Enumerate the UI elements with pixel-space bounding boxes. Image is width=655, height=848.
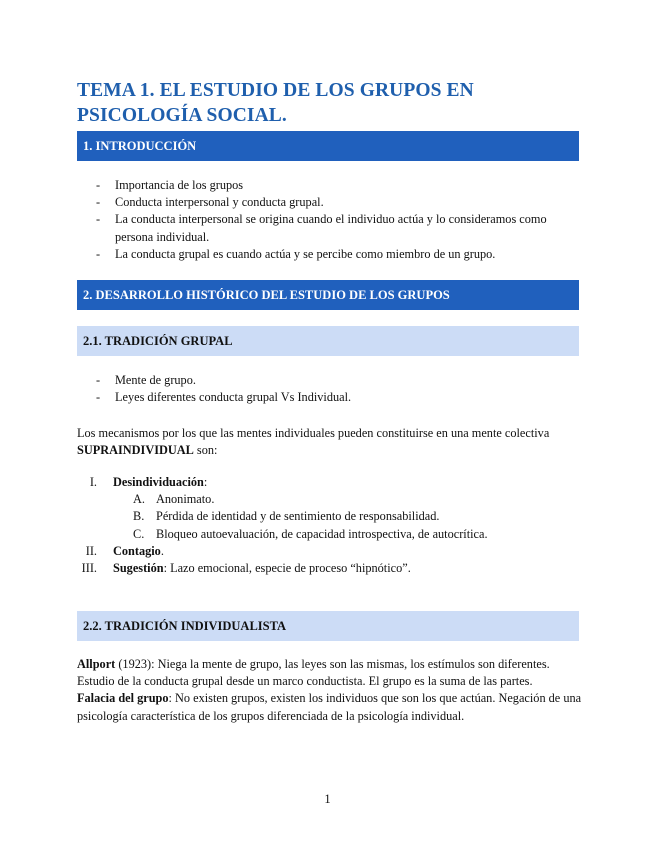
letter-marker: C.	[133, 526, 145, 541]
mechanisms-intro-paragraph	[77, 425, 582, 459]
supraindividual-term: SUPRAINDIVIDUAL	[77, 443, 194, 458]
allport-paragraph	[77, 656, 582, 690]
roman-numeral: III.	[81, 561, 97, 576]
section-heading-introduccion: 1. INTRODUCCIÓN	[77, 131, 579, 161]
subsection-heading-tradicion-individualista: 2.2. TRADICIÓN INDIVIDUALISTA	[77, 611, 579, 641]
mechanisms-list	[75, 474, 582, 577]
letter-marker: A.	[133, 492, 145, 507]
individualista-paragraphs	[77, 656, 582, 725]
section-heading-desarrollo-historico: 2. DESARROLLO HISTÓRICO DEL ESTUDIO DE LOS GRUPOS	[77, 280, 579, 310]
list-item: - Mente de grupo.	[77, 372, 582, 389]
document-title: TEMA 1. EL ESTUDIO DE LOS GRUPOS EN PSICOLOGÍA SOCIAL.	[77, 80, 474, 126]
mechanism-text: :	[203, 475, 208, 489]
allport-text: (1923): Niega la mente de grupo, las leyes son las mismas, los estímulos son diferentes. Estudio de la conducta grupal desde un marco conductista. El grupo es la suma de las partes.	[77, 657, 550, 689]
list-item	[75, 560, 582, 577]
subitem-text: Anonimato.	[156, 492, 215, 507]
subitem-text: Pérdida de identidad y de sentimiento de responsabilidad.	[156, 509, 440, 524]
subsection-heading-tradicion-grupal: 2.1. TRADICIÓN GRUPAL	[77, 326, 579, 356]
list-item	[75, 508, 582, 525]
mechanism-text: .	[160, 543, 164, 558]
list-item	[75, 491, 582, 508]
grupal-list	[77, 372, 582, 406]
list-item	[75, 474, 582, 543]
mechanism-text: : Lazo emocional, especie de proceso “hipnótico”.	[163, 561, 411, 576]
list-item: - Conducta interpersonal y conducta grupal.	[77, 194, 582, 211]
list-item: - Importancia de los grupos	[77, 177, 582, 194]
list-item	[75, 543, 582, 560]
mechanisms-intro-text: Los mecanismos por los que las mentes individuales pueden constituirse en una mente colectiva	[77, 426, 550, 440]
falacia-paragraph	[77, 690, 582, 724]
falacia-term: Falacia del grupo	[77, 691, 169, 706]
allport-term: Allport	[77, 657, 116, 671]
letter-marker: B.	[133, 509, 145, 524]
mechanism-term: Desindividuación	[113, 475, 204, 489]
subitem-text: Bloqueo autoevaluación, de capacidad introspectiva, de autocrítica.	[156, 526, 488, 541]
page-number: 1	[324, 792, 331, 806]
desindividuacion-sublist	[75, 491, 582, 543]
roman-numeral: I.	[89, 475, 97, 489]
mechanism-term: Contagio	[113, 543, 161, 558]
list-item: - Leyes diferentes conducta grupal Vs Individual.	[77, 389, 582, 406]
roman-numeral: II.	[85, 543, 97, 558]
mechanisms-intro-end: son:	[193, 443, 218, 458]
list-item	[75, 526, 582, 543]
list-item: - La conducta grupal es cuando actúa y se percibe como miembro de un grupo.	[77, 246, 582, 263]
falacia-text: : No existen grupos, existen los individuos que son los que actúan. Negación de una psicología característica de los grupos diferenciada de la psicología individual.	[77, 691, 582, 723]
list-item: - La conducta interpersonal se origina cuando el individuo actúa y lo consideramos como persona individual.	[77, 211, 582, 245]
mechanism-term: Sugestión	[113, 561, 164, 576]
intro-list	[77, 177, 582, 263]
